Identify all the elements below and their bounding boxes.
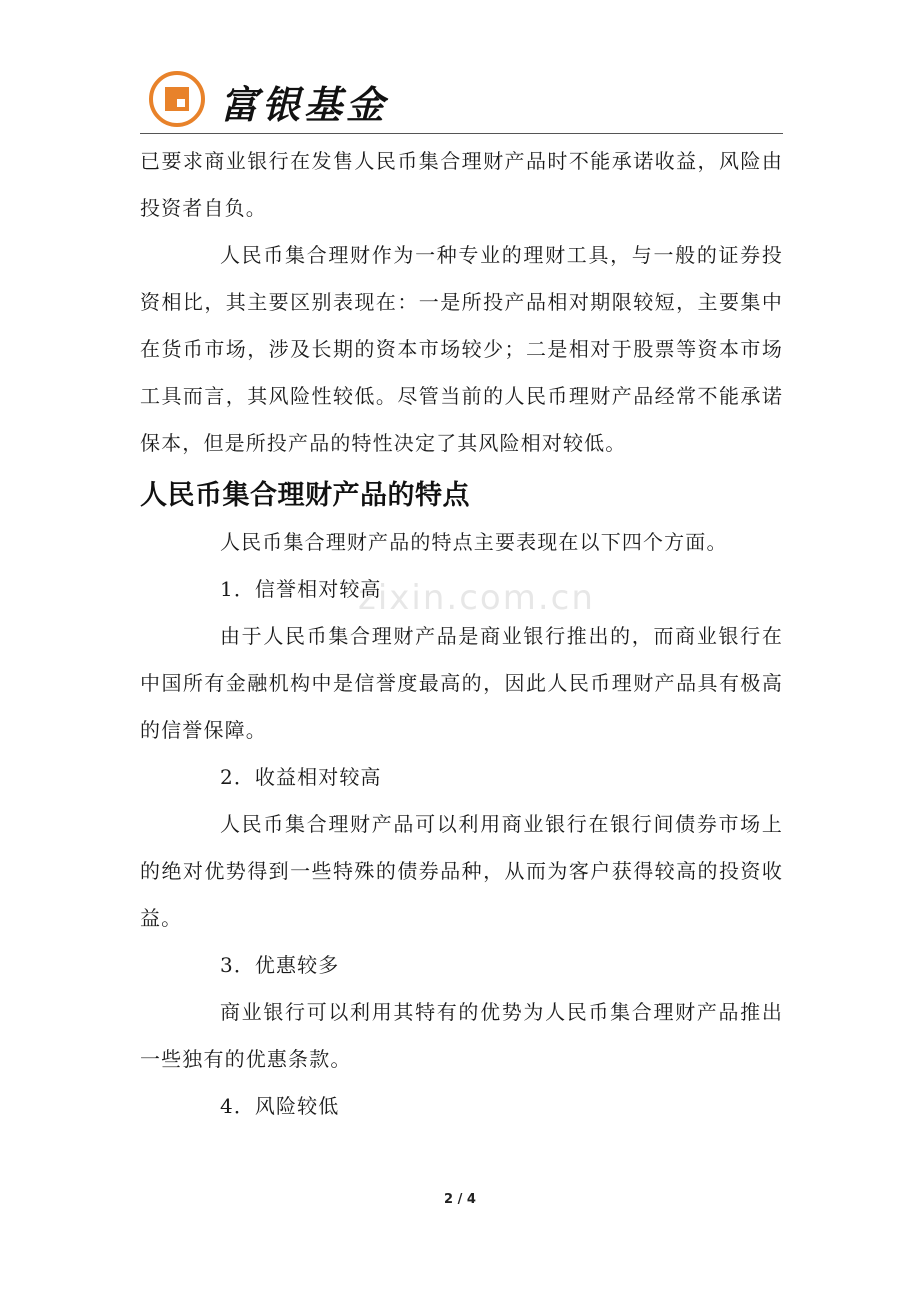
item-1-title: 1．信誉相对较高 bbox=[220, 577, 382, 601]
paragraph-3: 人民币集合理财产品的特点主要表现在以下四个方面。 bbox=[220, 530, 728, 554]
item-4-title: 4．风险较低 bbox=[220, 1094, 340, 1118]
item-3-body: 商业银行可以利用其特有的优势为人民币集合理财产品推出一些独有的优惠条款。 bbox=[140, 1000, 783, 1071]
company-logo-icon bbox=[148, 70, 206, 128]
header-divider bbox=[140, 133, 783, 134]
company-logo-text: 富银基金 bbox=[220, 82, 389, 127]
document-body bbox=[140, 138, 783, 1130]
page-indicator: 2 / 4 bbox=[444, 1192, 476, 1207]
item-2-title: 2．收益相对较高 bbox=[220, 765, 382, 789]
watermark: zixin.com.cn bbox=[358, 578, 595, 618]
paragraph-2: 人民币集合理财作为一种专业的理财工具，与一般的证券投资相比，其主要区别表现在：一是所投产品相对期限较短，主要集中在货币市场，涉及长期的资本市场较少；二是相对于股票等资本市场工具而言，其风险性较低。尽管当前的人民币理财产品经常不能承诺保本，但是所投产品的特性决定了其风险相对较低。 bbox=[140, 243, 783, 455]
item-2-body: 人民币集合理财产品可以利用商业银行在银行间债券市场上的绝对优势得到一些特殊的债券品种，从而为客户获得较高的投资收益。 bbox=[140, 812, 783, 930]
item-1-body: 由于人民币集合理财产品是商业银行推出的，而商业银行在中国所有金融机构中是信誉度最高的，因此人民币理财产品具有极高的信誉保障。 bbox=[140, 624, 783, 742]
item-3-title: 3．优惠较多 bbox=[220, 953, 340, 977]
document-header bbox=[140, 60, 783, 134]
section-title: 人民币集合理财产品的特点 bbox=[140, 480, 470, 511]
paragraph-1: 已要求商业银行在发售人民币集合理财产品时不能承诺收益，风险由投资者自负。 bbox=[140, 149, 783, 220]
